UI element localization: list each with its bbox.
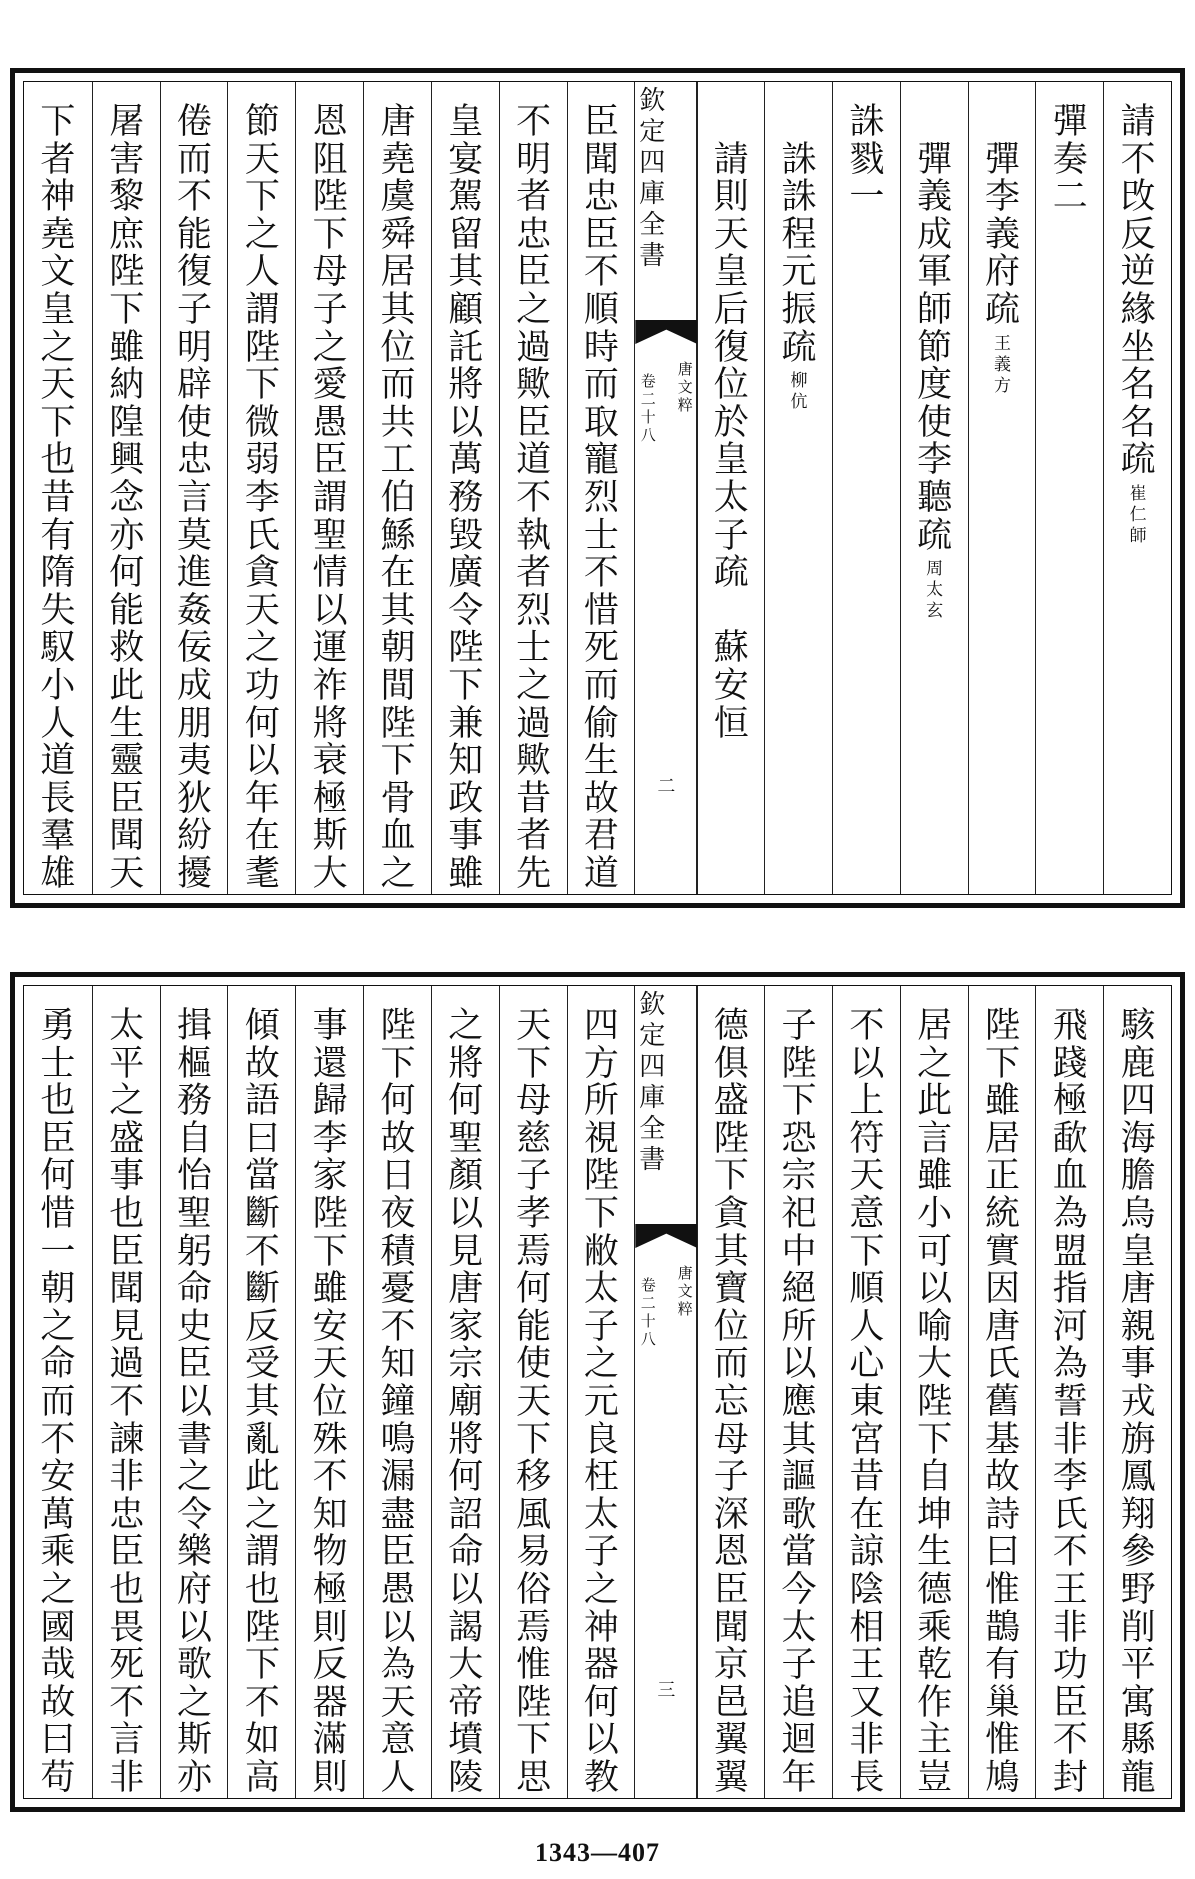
gutter-folio: 三 bbox=[657, 1680, 676, 1701]
top-page-column bbox=[900, 82, 969, 894]
top-page-column bbox=[1103, 82, 1172, 894]
column-text: 彈 義 成 軍 師 節 度 使 李 聽 疏 周 太 玄 bbox=[917, 139, 953, 622]
gutter-rule bbox=[697, 82, 698, 894]
gutter-book-title: 唐 文 粹 bbox=[677, 1264, 693, 1318]
bottom-page-column bbox=[92, 986, 161, 1798]
top-page-gutter bbox=[634, 82, 697, 894]
column-text: 事 還 歸 李 家 陛 下 雖 安 天 位 殊 不 知 物 極 則 反 器 滿 則 bbox=[312, 1006, 348, 1798]
top-page-column bbox=[1035, 82, 1104, 894]
bottom-page-column bbox=[832, 986, 901, 1798]
column-text: 天 下 母 慈 子 孝 焉 何 能 使 天 下 移 風 易 俗 焉 惟 陛 下 思 bbox=[516, 1006, 552, 1798]
column-text: 居 之 此 言 雖 小 可 以 喻 大 陛 下 自 坤 生 德 乘 乾 作 主 豈 bbox=[917, 1006, 953, 1798]
column-text: 四 方 所 視 陛 下 敝 太 子 之 元 良 枉 太 子 之 神 器 何 以 教 bbox=[583, 1006, 619, 1798]
top-page bbox=[10, 68, 1185, 908]
author-note: 周 太 玄 bbox=[926, 559, 944, 622]
bottom-page-column bbox=[160, 986, 229, 1798]
column-text: 飛 踐 極 歃 血 為 盟 指 河 為 誓 非 李 氏 不 王 非 功 臣 不 封 bbox=[1052, 1006, 1088, 1798]
gutter-rule bbox=[697, 986, 698, 1798]
top-page-column bbox=[24, 82, 92, 894]
column-text: 駭 鹿 四 海 膽 烏 皇 唐 親 事 戎 旃 鳳 翔 參 野 削 平 寓 縣 龍 bbox=[1120, 1006, 1156, 1798]
column-text: 之 將 何 聖 顏 以 見 唐 家 宗 廟 將 何 詔 命 以 謁 大 帝 墳 陵 bbox=[448, 1006, 484, 1798]
column-text: 皇 宴 駕 留 其 顧 託 將 以 萬 務 毀 廣 令 陛 下 兼 知 政 事 雖 bbox=[448, 102, 484, 894]
column-text: 陛 下 何 故 日 夜 積 憂 不 知 鐘 鳴 漏 盡 臣 愚 以 為 天 意 人 bbox=[380, 1006, 416, 1798]
top-page-column bbox=[832, 82, 901, 894]
column-text: 傾 故 語 曰 當 斷 不 斷 反 受 其 亂 此 之 謂 也 陛 下 不 如 高 bbox=[244, 1006, 280, 1798]
gutter-title: 欽 定 四 庫 全 書 bbox=[639, 86, 666, 271]
top-page-column bbox=[431, 82, 500, 894]
top-page-column bbox=[92, 82, 161, 894]
author-note: 柳 伉 bbox=[790, 371, 808, 413]
bottom-page-column bbox=[567, 986, 636, 1798]
column-text: 子 陛 下 恐 宗 祀 中 絕 所 以 應 其 謳 歌 當 今 太 子 追 迴 年 bbox=[781, 1006, 817, 1798]
column-text: 不 明 者 忠 臣 之 過 歟 臣 道 不 執 者 烈 士 之 過 歟 昔 者 先 bbox=[516, 102, 552, 894]
column-text: 唐 堯 虞 舜 居 其 位 而 共 工 伯 鯀 在 其 朝 間 陛 下 骨 血 之 bbox=[380, 102, 416, 894]
bottom-page-column bbox=[363, 986, 432, 1798]
bottom-page-column bbox=[499, 986, 568, 1798]
top-page-column bbox=[764, 82, 833, 894]
gutter-volume: 卷 二 十 八 bbox=[640, 372, 656, 444]
fishtail-mark-icon bbox=[635, 1224, 697, 1248]
top-page-column bbox=[295, 82, 364, 894]
column-text: 不 以 上 符 天 意 下 順 人 心 東 宮 昔 在 諒 陰 相 王 又 非 長 bbox=[849, 1006, 885, 1798]
bottom-page-frame bbox=[23, 985, 1172, 1799]
fishtail-mark-icon bbox=[635, 320, 697, 344]
column-text: 彈 李 義 府 疏 王 義 方 bbox=[984, 139, 1020, 396]
bottom-page-column bbox=[764, 986, 833, 1798]
top-page-column bbox=[696, 82, 765, 894]
top-page-column bbox=[363, 82, 432, 894]
author-note: 崔 仁 師 bbox=[1129, 483, 1147, 546]
column-text: 陛 下 雖 居 正 統 實 因 唐 氏 舊 基 故 詩 曰 惟 鵲 有 巢 惟 鳩 bbox=[984, 1006, 1020, 1798]
top-page-column bbox=[499, 82, 568, 894]
gutter-book-title: 唐 文 粹 bbox=[677, 360, 693, 414]
column-text: 誅 誅 程 元 振 疏 柳 伉 bbox=[781, 139, 817, 413]
bottom-page-column bbox=[1103, 986, 1172, 1798]
bottom-page-column bbox=[696, 986, 765, 1798]
column-text: 勇 士 也 臣 何 惜 一 朝 之 命 而 不 安 萬 乘 之 國 哉 故 曰 苟 bbox=[40, 1006, 76, 1798]
gutter-volume: 卷 二 十 八 bbox=[640, 1276, 656, 1348]
gutter-title: 欽 定 四 庫 全 書 bbox=[639, 990, 666, 1175]
bottom-page-column bbox=[431, 986, 500, 1798]
bottom-page-column bbox=[295, 986, 364, 1798]
top-page-column bbox=[968, 82, 1037, 894]
top-page-frame bbox=[23, 81, 1172, 895]
column-text: 請 則 天 皇 后 復 位 於 皇 太 子 疏 蘇 安 恒 bbox=[713, 139, 749, 744]
bottom-page-column bbox=[968, 986, 1037, 1798]
column-text: 德 俱 盛 陛 下 貪 其 寶 位 而 忘 母 子 深 恩 臣 聞 京 邑 翼 翼 bbox=[713, 1006, 749, 1798]
column-text: 誅 戮 一 bbox=[849, 102, 885, 218]
top-page-column bbox=[160, 82, 229, 894]
column-text: 揖 樞 務 自 怡 聖 躬 命 史 臣 以 書 之 令 樂 府 以 歌 之 斯 亦 bbox=[177, 1006, 213, 1798]
column-text: 節 天 下 之 人 謂 陛 下 微 弱 李 氏 貪 天 之 功 何 以 年 在 耄 bbox=[244, 102, 280, 894]
gutter-folio: 二 bbox=[657, 776, 676, 797]
bottom-page-column bbox=[900, 986, 969, 1798]
column-text: 下 者 神 堯 文 皇 之 天 下 也 昔 有 隋 失 馭 小 人 道 長 羣 雄 bbox=[40, 102, 76, 894]
top-page-column bbox=[567, 82, 636, 894]
column-text: 恩 阻 陛 下 母 子 之 愛 愚 臣 謂 聖 情 以 運 祚 將 衰 極 斯 大 bbox=[312, 102, 348, 894]
bottom-page-column bbox=[1035, 986, 1104, 1798]
column-text: 屠 害 黎 庶 陛 下 雖 納 隍 興 念 亦 何 能 救 此 生 靈 臣 聞 天 bbox=[109, 102, 145, 894]
column-text: 彈 奏 二 bbox=[1052, 102, 1088, 218]
author-note: 王 義 方 bbox=[993, 333, 1011, 396]
bottom-page-column bbox=[24, 986, 92, 1798]
top-page-column bbox=[227, 82, 296, 894]
column-text: 臣 聞 忠 臣 不 順 時 而 取 寵 烈 士 不 惜 死 而 偷 生 故 君 道 bbox=[583, 102, 619, 894]
bottom-page-gutter bbox=[634, 986, 697, 1798]
column-text: 請 不 攺 反 逆 緣 坐 名 名 疏 崔 仁 師 bbox=[1120, 102, 1156, 546]
column-text: 太 平 之 盛 事 也 臣 聞 見 過 不 諫 非 忠 臣 也 畏 死 不 言 非 bbox=[109, 1006, 145, 1798]
bottom-page-column bbox=[227, 986, 296, 1798]
bottom-page bbox=[10, 972, 1185, 1812]
page-number: 1343—407 bbox=[535, 1838, 660, 1867]
column-text: 倦 而 不 能 復 子 明 辟 使 忠 言 莫 進 姦 佞 成 朋 夷 狄 紛 擾 bbox=[177, 102, 213, 894]
